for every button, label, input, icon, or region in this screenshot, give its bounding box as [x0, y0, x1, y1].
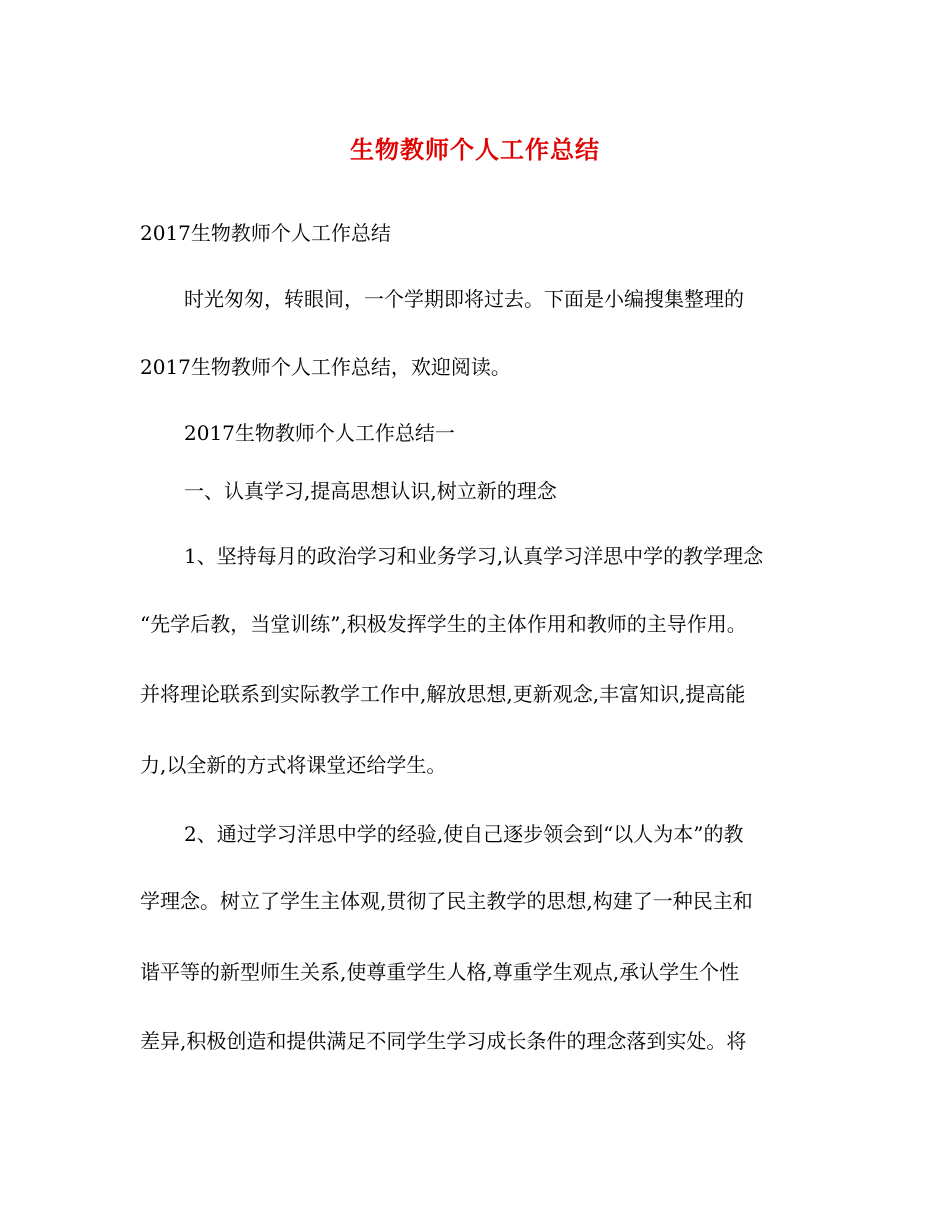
document-title: 生物教师个人工作总结 [350, 135, 600, 164]
paragraph-line: “先学后教，当堂训练”,积极发挥学生的主体作用和教师的主导作用。 [140, 612, 747, 636]
paragraph-line: 谐平等的新型师生关系,使尊重学生人格,尊重学生观点,承认学生个性 [140, 960, 740, 984]
paragraph-line: 力,以全新的方式将课堂还给学生。 [140, 753, 447, 777]
section-heading: 一、认真学习,提高思想认识,树立新的理念 [184, 479, 557, 503]
paragraph-line: 学理念。树立了学生主体观,贯彻了民主教学的思想,构建了一种民主和 [140, 889, 753, 913]
paragraph-line: 并将理论联系到实际教学工作中,解放思想,更新观念,丰富知识,提高能 [140, 682, 746, 706]
paragraph-line: 差异,积极创造和提供满足不同学生学习成长条件的理念落到实处。将 [140, 1029, 747, 1053]
paragraph-line: 2、通过学习洋思中学的经验,使自己逐步领会到“以人为本”的教 [184, 822, 744, 846]
paragraph-line: 时光匆匆，转眼间，一个学期即将过去。下面是小编搜集整理的 [184, 287, 744, 311]
subtitle-line: 2017生物教师个人工作总结 [140, 221, 391, 245]
section-heading: 2017生物教师个人工作总结一 [184, 421, 455, 445]
paragraph-line: 2017生物教师个人工作总结，欢迎阅读。 [140, 355, 511, 379]
paragraph-line: 1、坚持每月的政治学习和业务学习,认真学习洋思中学的教学理念 [184, 544, 764, 568]
